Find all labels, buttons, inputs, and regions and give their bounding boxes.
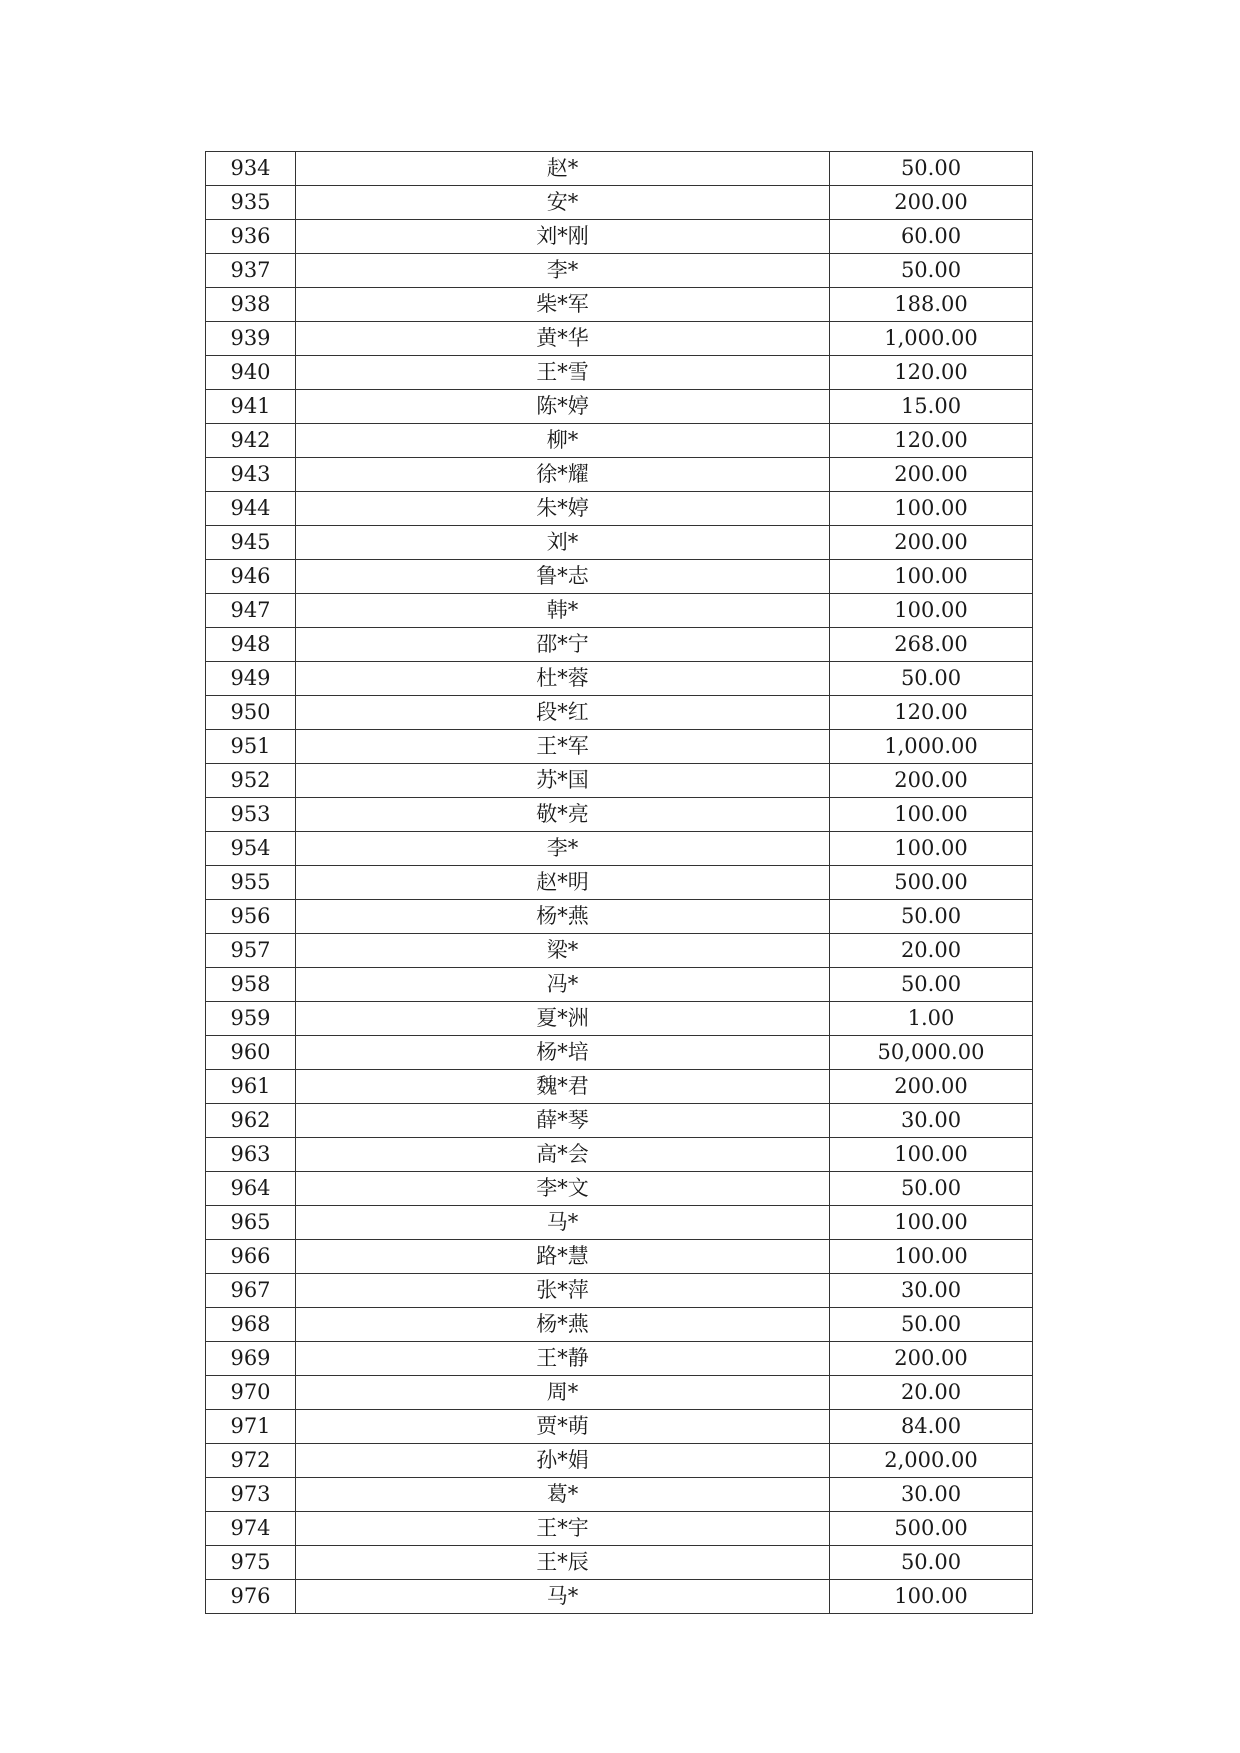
donation-amount-cell: 30.00 — [830, 1274, 1033, 1308]
row-number-cell: 968 — [206, 1308, 296, 1342]
table-row — [206, 1580, 1033, 1614]
donation-amount-cell: 50.00 — [830, 1172, 1033, 1206]
donor-name-cell: 李* — [296, 832, 830, 866]
donor-name-cell: 赵*明 — [296, 866, 830, 900]
row-number-cell: 936 — [206, 220, 296, 254]
table-row — [206, 798, 1033, 832]
donation-amount-cell: 20.00 — [830, 934, 1033, 968]
row-number-cell: 970 — [206, 1376, 296, 1410]
donor-name-cell: 孙*娟 — [296, 1444, 830, 1478]
table-row — [206, 1274, 1033, 1308]
donor-name-cell: 陈*婷 — [296, 390, 830, 424]
table-row — [206, 1444, 1033, 1478]
table-row — [206, 1308, 1033, 1342]
donation-amount-cell: 100.00 — [830, 798, 1033, 832]
donor-name-cell: 段*红 — [296, 696, 830, 730]
donation-amount-cell: 200.00 — [830, 458, 1033, 492]
table-row — [206, 526, 1033, 560]
donation-amount-cell: 120.00 — [830, 696, 1033, 730]
row-number-cell: 944 — [206, 492, 296, 526]
donation-amount-cell: 200.00 — [830, 1342, 1033, 1376]
row-number-cell: 956 — [206, 900, 296, 934]
donation-amount-cell: 30.00 — [830, 1478, 1033, 1512]
row-number-cell: 949 — [206, 662, 296, 696]
donor-name-cell: 李* — [296, 254, 830, 288]
row-number-cell: 939 — [206, 322, 296, 356]
donor-name-cell: 贾*萌 — [296, 1410, 830, 1444]
donation-amount-cell: 50.00 — [830, 152, 1033, 186]
donation-amount-cell: 20.00 — [830, 1376, 1033, 1410]
donation-amount-cell: 500.00 — [830, 1512, 1033, 1546]
row-number-cell: 960 — [206, 1036, 296, 1070]
donation-amount-cell: 500.00 — [830, 866, 1033, 900]
donation-amount-cell: 30.00 — [830, 1104, 1033, 1138]
table-row — [206, 1070, 1033, 1104]
donor-name-cell: 刘*刚 — [296, 220, 830, 254]
donor-name-cell: 柴*军 — [296, 288, 830, 322]
donation-amount-cell: 200.00 — [830, 764, 1033, 798]
donor-name-cell: 梁* — [296, 934, 830, 968]
row-number-cell: 937 — [206, 254, 296, 288]
row-number-cell: 974 — [206, 1512, 296, 1546]
donation-amount-cell: 100.00 — [830, 832, 1033, 866]
table-row — [206, 1512, 1033, 1546]
donor-name-cell: 朱*婷 — [296, 492, 830, 526]
table-row — [206, 900, 1033, 934]
donor-name-cell: 马* — [296, 1206, 830, 1240]
donor-name-cell: 柳* — [296, 424, 830, 458]
table-row — [206, 628, 1033, 662]
table-row — [206, 288, 1033, 322]
table-row — [206, 220, 1033, 254]
table-row — [206, 1104, 1033, 1138]
row-number-cell: 962 — [206, 1104, 296, 1138]
row-number-cell: 972 — [206, 1444, 296, 1478]
donor-name-cell: 张*萍 — [296, 1274, 830, 1308]
donation-amount-cell: 50.00 — [830, 662, 1033, 696]
table-row — [206, 934, 1033, 968]
donation-amount-cell: 100.00 — [830, 1138, 1033, 1172]
table-row — [206, 1410, 1033, 1444]
donor-name-cell: 路*慧 — [296, 1240, 830, 1274]
row-number-cell: 971 — [206, 1410, 296, 1444]
row-number-cell: 952 — [206, 764, 296, 798]
donation-amount-cell: 50.00 — [830, 1546, 1033, 1580]
row-number-cell: 945 — [206, 526, 296, 560]
row-number-cell: 946 — [206, 560, 296, 594]
donation-table — [205, 151, 1033, 1614]
row-number-cell: 950 — [206, 696, 296, 730]
row-number-cell: 934 — [206, 152, 296, 186]
donation-amount-cell: 1.00 — [830, 1002, 1033, 1036]
donation-amount-cell: 100.00 — [830, 1580, 1033, 1614]
row-number-cell: 959 — [206, 1002, 296, 1036]
donation-table-body — [206, 152, 1033, 1614]
donor-name-cell: 韩* — [296, 594, 830, 628]
donor-name-cell: 王*辰 — [296, 1546, 830, 1580]
table-row — [206, 1546, 1033, 1580]
row-number-cell: 969 — [206, 1342, 296, 1376]
donor-name-cell: 王*宇 — [296, 1512, 830, 1546]
donation-amount-cell: 84.00 — [830, 1410, 1033, 1444]
table-row — [206, 356, 1033, 390]
donor-name-cell: 敬*亮 — [296, 798, 830, 832]
row-number-cell: 940 — [206, 356, 296, 390]
donation-amount-cell: 15.00 — [830, 390, 1033, 424]
row-number-cell: 965 — [206, 1206, 296, 1240]
donation-amount-cell: 100.00 — [830, 492, 1033, 526]
row-number-cell: 973 — [206, 1478, 296, 1512]
donation-amount-cell: 50.00 — [830, 900, 1033, 934]
donation-amount-cell: 200.00 — [830, 526, 1033, 560]
table-row — [206, 1376, 1033, 1410]
table-row — [206, 1172, 1033, 1206]
donation-amount-cell: 268.00 — [830, 628, 1033, 662]
table-row — [206, 594, 1033, 628]
donor-name-cell: 李*文 — [296, 1172, 830, 1206]
row-number-cell: 961 — [206, 1070, 296, 1104]
row-number-cell: 957 — [206, 934, 296, 968]
row-number-cell: 948 — [206, 628, 296, 662]
donor-name-cell: 魏*君 — [296, 1070, 830, 1104]
donation-amount-cell: 100.00 — [830, 594, 1033, 628]
table-row — [206, 1002, 1033, 1036]
donation-amount-cell: 50,000.00 — [830, 1036, 1033, 1070]
table-row — [206, 730, 1033, 764]
row-number-cell: 963 — [206, 1138, 296, 1172]
row-number-cell: 958 — [206, 968, 296, 1002]
table-row — [206, 662, 1033, 696]
donation-amount-cell: 2,000.00 — [830, 1444, 1033, 1478]
donation-amount-cell: 100.00 — [830, 560, 1033, 594]
donor-name-cell: 鲁*志 — [296, 560, 830, 594]
donor-name-cell: 周* — [296, 1376, 830, 1410]
row-number-cell: 951 — [206, 730, 296, 764]
donation-amount-cell: 1,000.00 — [830, 322, 1033, 356]
donor-name-cell: 赵* — [296, 152, 830, 186]
donor-name-cell: 薛*琴 — [296, 1104, 830, 1138]
table-row — [206, 390, 1033, 424]
table-row — [206, 254, 1033, 288]
donation-amount-cell: 120.00 — [830, 424, 1033, 458]
table-row — [206, 1138, 1033, 1172]
table-row — [206, 1342, 1033, 1376]
donation-amount-cell: 60.00 — [830, 220, 1033, 254]
donor-name-cell: 马* — [296, 1580, 830, 1614]
donor-name-cell: 杨*燕 — [296, 900, 830, 934]
table-row — [206, 560, 1033, 594]
donor-name-cell: 冯* — [296, 968, 830, 1002]
table-row — [206, 764, 1033, 798]
donation-amount-cell: 200.00 — [830, 1070, 1033, 1104]
row-number-cell: 967 — [206, 1274, 296, 1308]
donor-name-cell: 王*军 — [296, 730, 830, 764]
donation-amount-cell: 200.00 — [830, 186, 1033, 220]
donation-amount-cell: 50.00 — [830, 1308, 1033, 1342]
donor-name-cell: 刘* — [296, 526, 830, 560]
table-row — [206, 696, 1033, 730]
table-row — [206, 832, 1033, 866]
row-number-cell: 966 — [206, 1240, 296, 1274]
donor-name-cell: 黄*华 — [296, 322, 830, 356]
donor-name-cell: 夏*洲 — [296, 1002, 830, 1036]
row-number-cell: 935 — [206, 186, 296, 220]
donor-name-cell: 高*会 — [296, 1138, 830, 1172]
donation-amount-cell: 50.00 — [830, 254, 1033, 288]
table-row — [206, 1240, 1033, 1274]
table-row — [206, 186, 1033, 220]
row-number-cell: 942 — [206, 424, 296, 458]
donor-name-cell: 杜*蓉 — [296, 662, 830, 696]
table-row — [206, 866, 1033, 900]
row-number-cell: 941 — [206, 390, 296, 424]
table-row — [206, 1206, 1033, 1240]
donation-amount-cell: 100.00 — [830, 1206, 1033, 1240]
donation-amount-cell: 120.00 — [830, 356, 1033, 390]
table-row — [206, 152, 1033, 186]
donor-name-cell: 葛* — [296, 1478, 830, 1512]
row-number-cell: 954 — [206, 832, 296, 866]
table-row — [206, 1036, 1033, 1070]
table-row — [206, 1478, 1033, 1512]
donor-name-cell: 徐*耀 — [296, 458, 830, 492]
donor-name-cell: 王*静 — [296, 1342, 830, 1376]
donation-amount-cell: 188.00 — [830, 288, 1033, 322]
table-row — [206, 458, 1033, 492]
table-row — [206, 968, 1033, 1002]
row-number-cell: 953 — [206, 798, 296, 832]
row-number-cell: 976 — [206, 1580, 296, 1614]
row-number-cell: 938 — [206, 288, 296, 322]
row-number-cell: 964 — [206, 1172, 296, 1206]
donor-name-cell: 安* — [296, 186, 830, 220]
table-row — [206, 492, 1033, 526]
row-number-cell: 943 — [206, 458, 296, 492]
donor-name-cell: 杨*燕 — [296, 1308, 830, 1342]
donor-name-cell: 苏*国 — [296, 764, 830, 798]
donation-amount-cell: 50.00 — [830, 968, 1033, 1002]
donation-amount-cell: 1,000.00 — [830, 730, 1033, 764]
donation-amount-cell: 100.00 — [830, 1240, 1033, 1274]
donor-name-cell: 邵*宁 — [296, 628, 830, 662]
table-row — [206, 424, 1033, 458]
donor-name-cell: 王*雪 — [296, 356, 830, 390]
row-number-cell: 975 — [206, 1546, 296, 1580]
donor-name-cell: 杨*培 — [296, 1036, 830, 1070]
row-number-cell: 955 — [206, 866, 296, 900]
table-row — [206, 322, 1033, 356]
row-number-cell: 947 — [206, 594, 296, 628]
